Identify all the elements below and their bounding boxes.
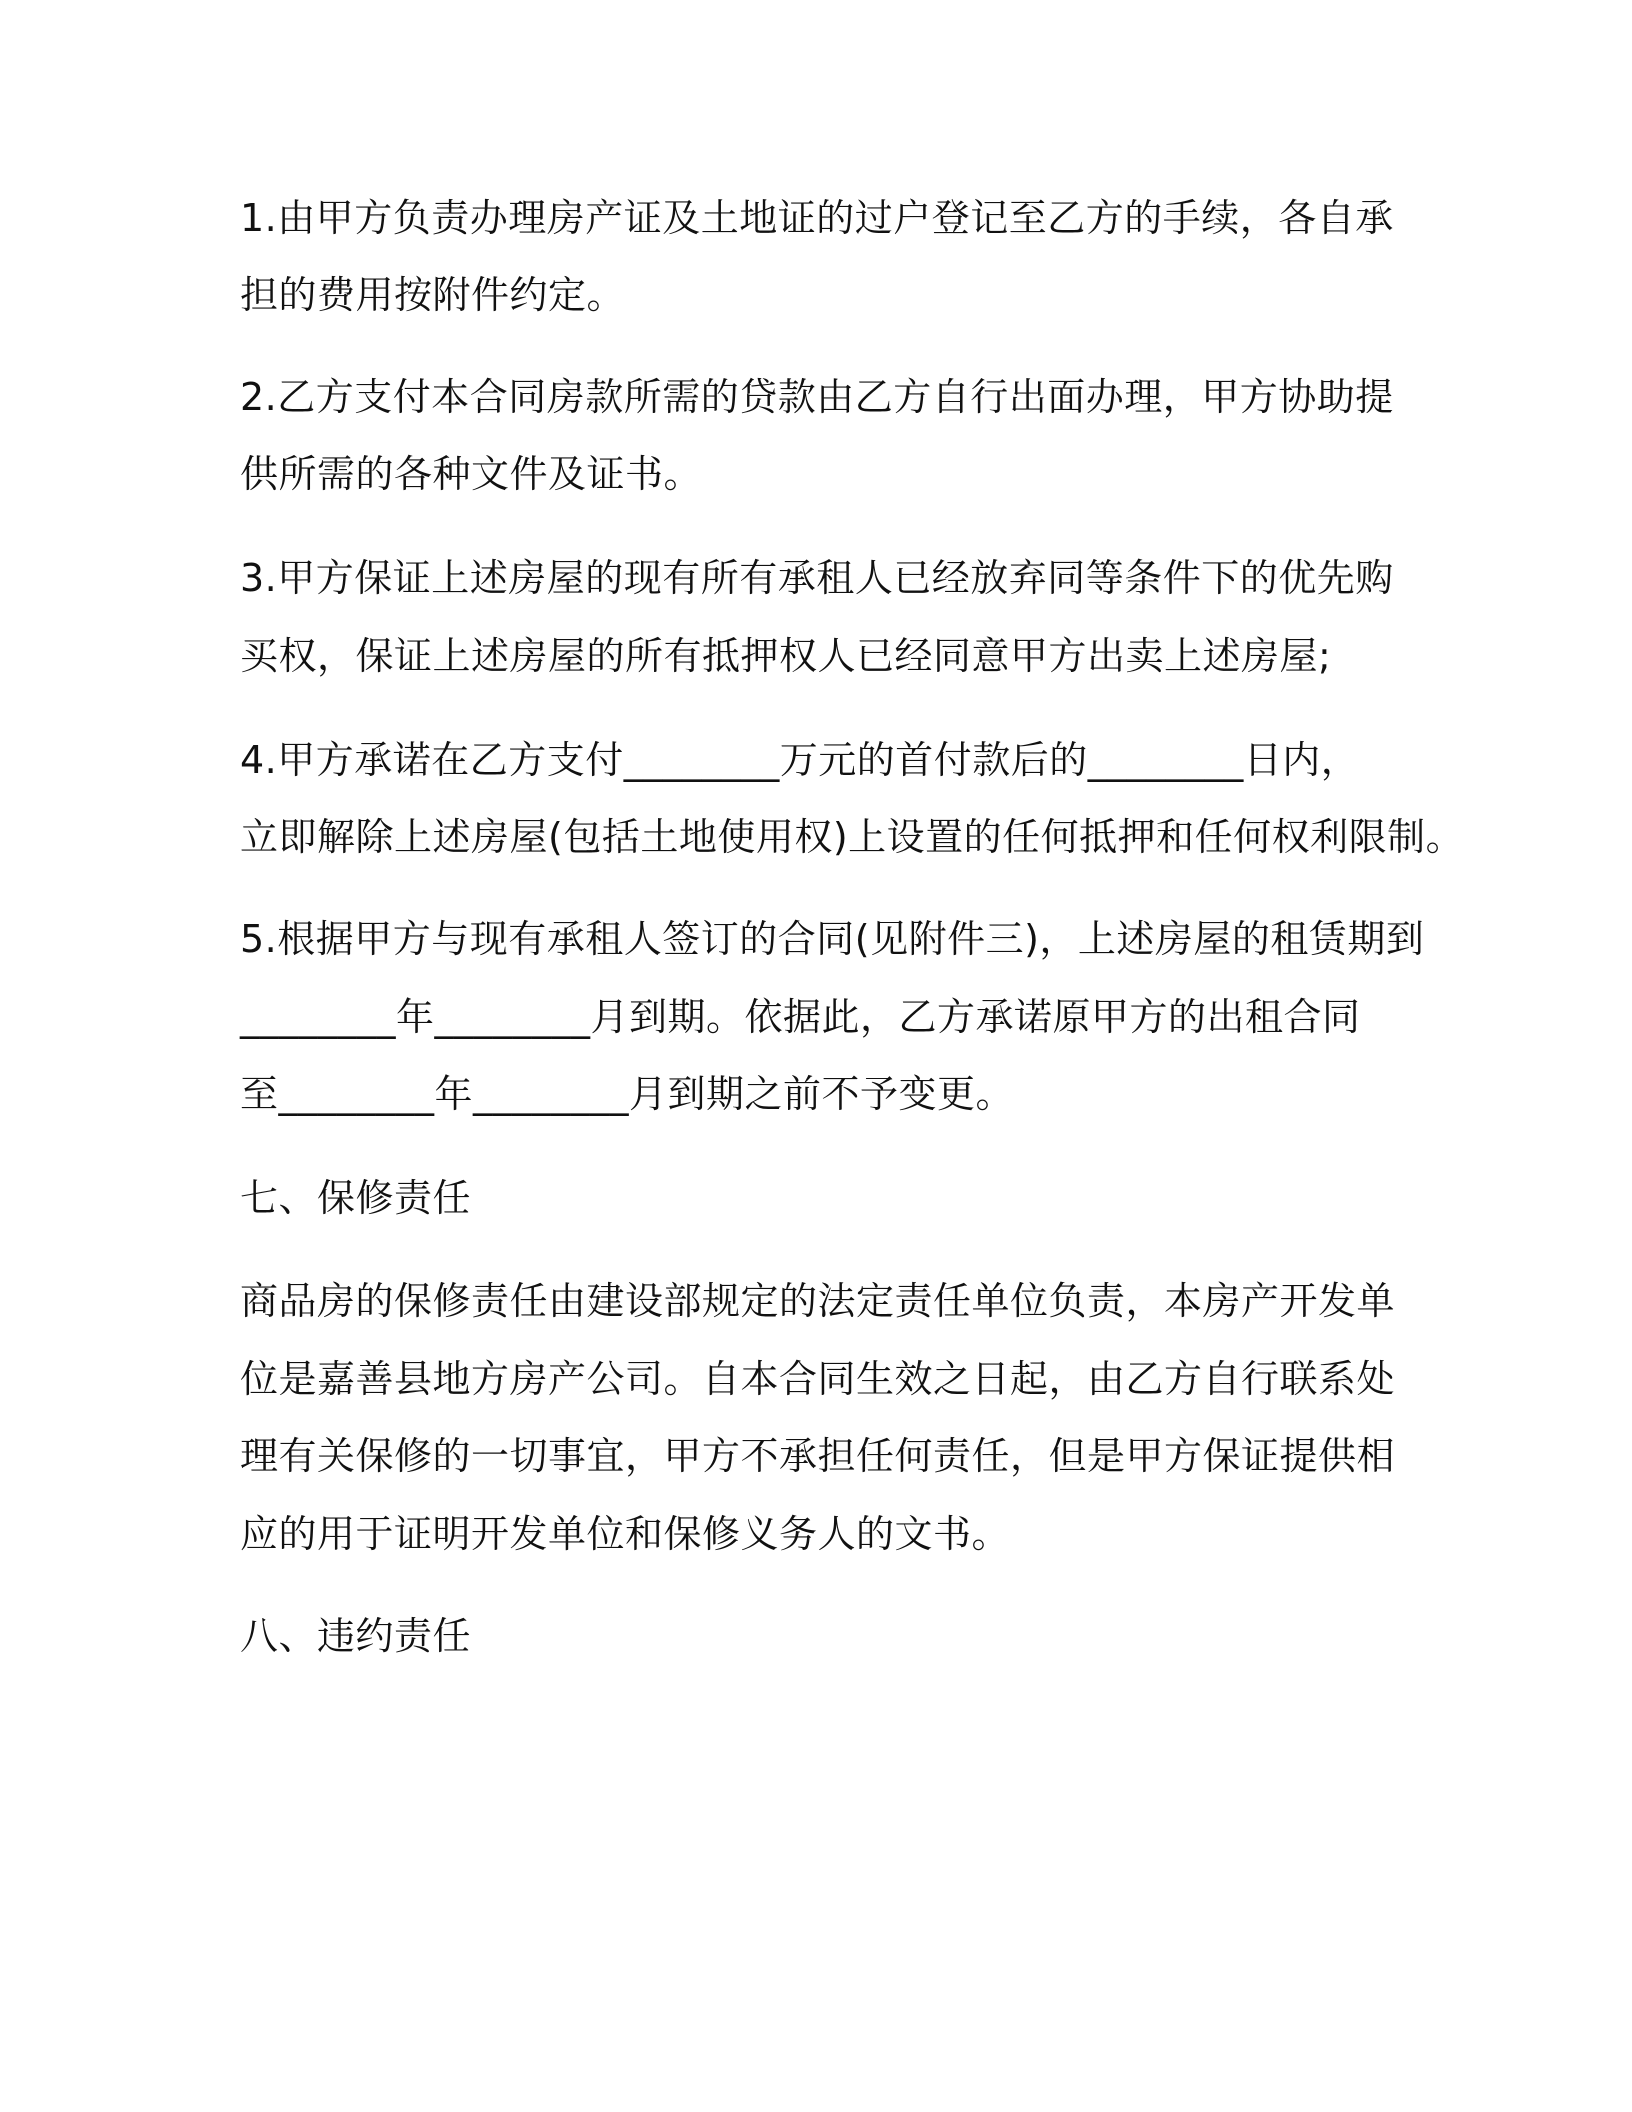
clause-3-line-2: 买权，保证上述房屋的所有抵押权人已经同意甲方出卖上述房屋; — [240, 634, 1332, 678]
clause-5-line-1: 5.根据甲方与现有承租人签订的合同(见附件三)，上述房屋的租赁期到 — [240, 917, 1425, 961]
section-7-line-3: 理有关保修的一切事宜，甲方不承担任何责任，但是甲方保证提供相 — [240, 1434, 1396, 1478]
section-7-line-1: 商品房的保修责任由建设部规定的法定责任单位负责，本房产开发单 — [240, 1279, 1396, 1323]
section-8-heading: 八、违约责任 — [240, 1614, 472, 1658]
clause-5-line-2: ________年________月到期。依据此，乙方承诺原甲方的出租合同 — [240, 995, 1361, 1039]
clause-3-line-1: 3.甲方保证上述房屋的现有所有承租人已经放弃同等条件下的优先购 — [240, 556, 1394, 600]
clause-4-line-1: 4.甲方承诺在乙方支付________万元的首付款后的________日内， — [240, 738, 1360, 782]
section-7-line-2: 位是嘉善县地方房产公司。自本合同生效之日起，由乙方自行联系处 — [240, 1357, 1396, 1401]
section-7-line-4: 应的用于证明开发单位和保修义务人的文书。 — [240, 1512, 1011, 1556]
section-7-heading: 七、保修责任 — [240, 1176, 472, 1220]
clause-1-line-2: 担的费用按附件约定。 — [240, 273, 626, 317]
clause-1-line-1: 1.由甲方负责办理房产证及土地证的过户登记至乙方的手续，各自承 — [240, 196, 1394, 240]
clause-5-line-3: 至________年________月到期之前不予变更。 — [240, 1072, 1015, 1116]
clause-2-line-1: 2.乙方支付本合同房款所需的贷款由乙方自行出面办理，甲方协助提 — [240, 375, 1394, 419]
clause-2-line-2: 供所需的各种文件及证书。 — [240, 452, 703, 496]
clause-4-line-2: 立即解除上述房屋(包括土地使用权)上设置的任何抵押和任何权利限制。 — [240, 815, 1465, 859]
